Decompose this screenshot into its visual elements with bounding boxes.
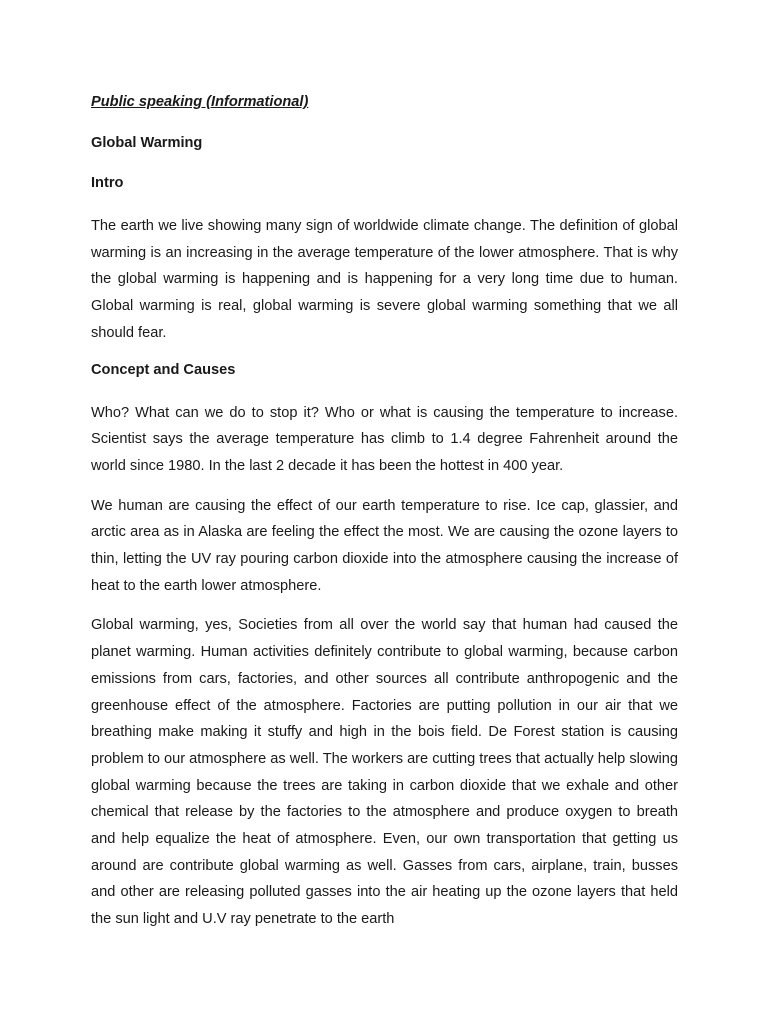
intro-paragraph: The earth we live showing many sign of worldwide climate change. The definition of global warming is an increasing in the average temperature of the lower atmosphere. That is why the global warming is happening and is happening for a very long time due to human. Global warming is real, global warming is severe global warming something that we all should fear. [91,218,678,341]
concept-paragraph-3: Global warming, yes, Societies from all over the world say that human had caused the planet warming. Human activities definitely contribute to global warming, because carbon emissions from cars, factories, and other sources all contribute anthropogenic and the greenhouse effect of the atmosphere. Factories are putting pollution in our air that we breathing make making it stuffy and high in the bois field. De Forest station is causing problem to our atmosphere as well. The workers are cutting trees that actually help slowing global warming because the trees are taking in carbon dioxide that we exhale and other chemical that release by the factories to the atmosphere and produce oxygen to breath and help equalize the heat of atmosphere. Even, our own transportation that getting us around are contribute global warming as well. Gasses from cars, airplane, train, busses and other are releasing polluted gasses into the air heating up the ozone layers that held the sun light and U.V ray penetrate to the earth [91,617,679,928]
concept-paragraph-2: We human are causing the effect of our earth temperature to rise. Ice cap, glassier, and arctic area as in Alaska are feeling the effect the most. We are causing the ozone layers to thin, letting the UV ray pouring carbon dioxide into the atmosphere causing the increase of heat to the earth lower atmosphere. [91,497,678,594]
intro-heading: Intro [91,175,124,191]
concept-heading: Concept and Causes [91,361,236,378]
document-title: Public speaking (Informational) [91,94,309,110]
concept-paragraph-1: Who? What can we do to stop it? Who or what is causing the temperature to increase. Scientist says the average temperature has climb to 1.4 degree Fahrenheit around the world since 1980. In the last 2 decade it has been the hottest in 400 year. [91,404,678,474]
topic-heading: Global Warming [91,135,203,151]
